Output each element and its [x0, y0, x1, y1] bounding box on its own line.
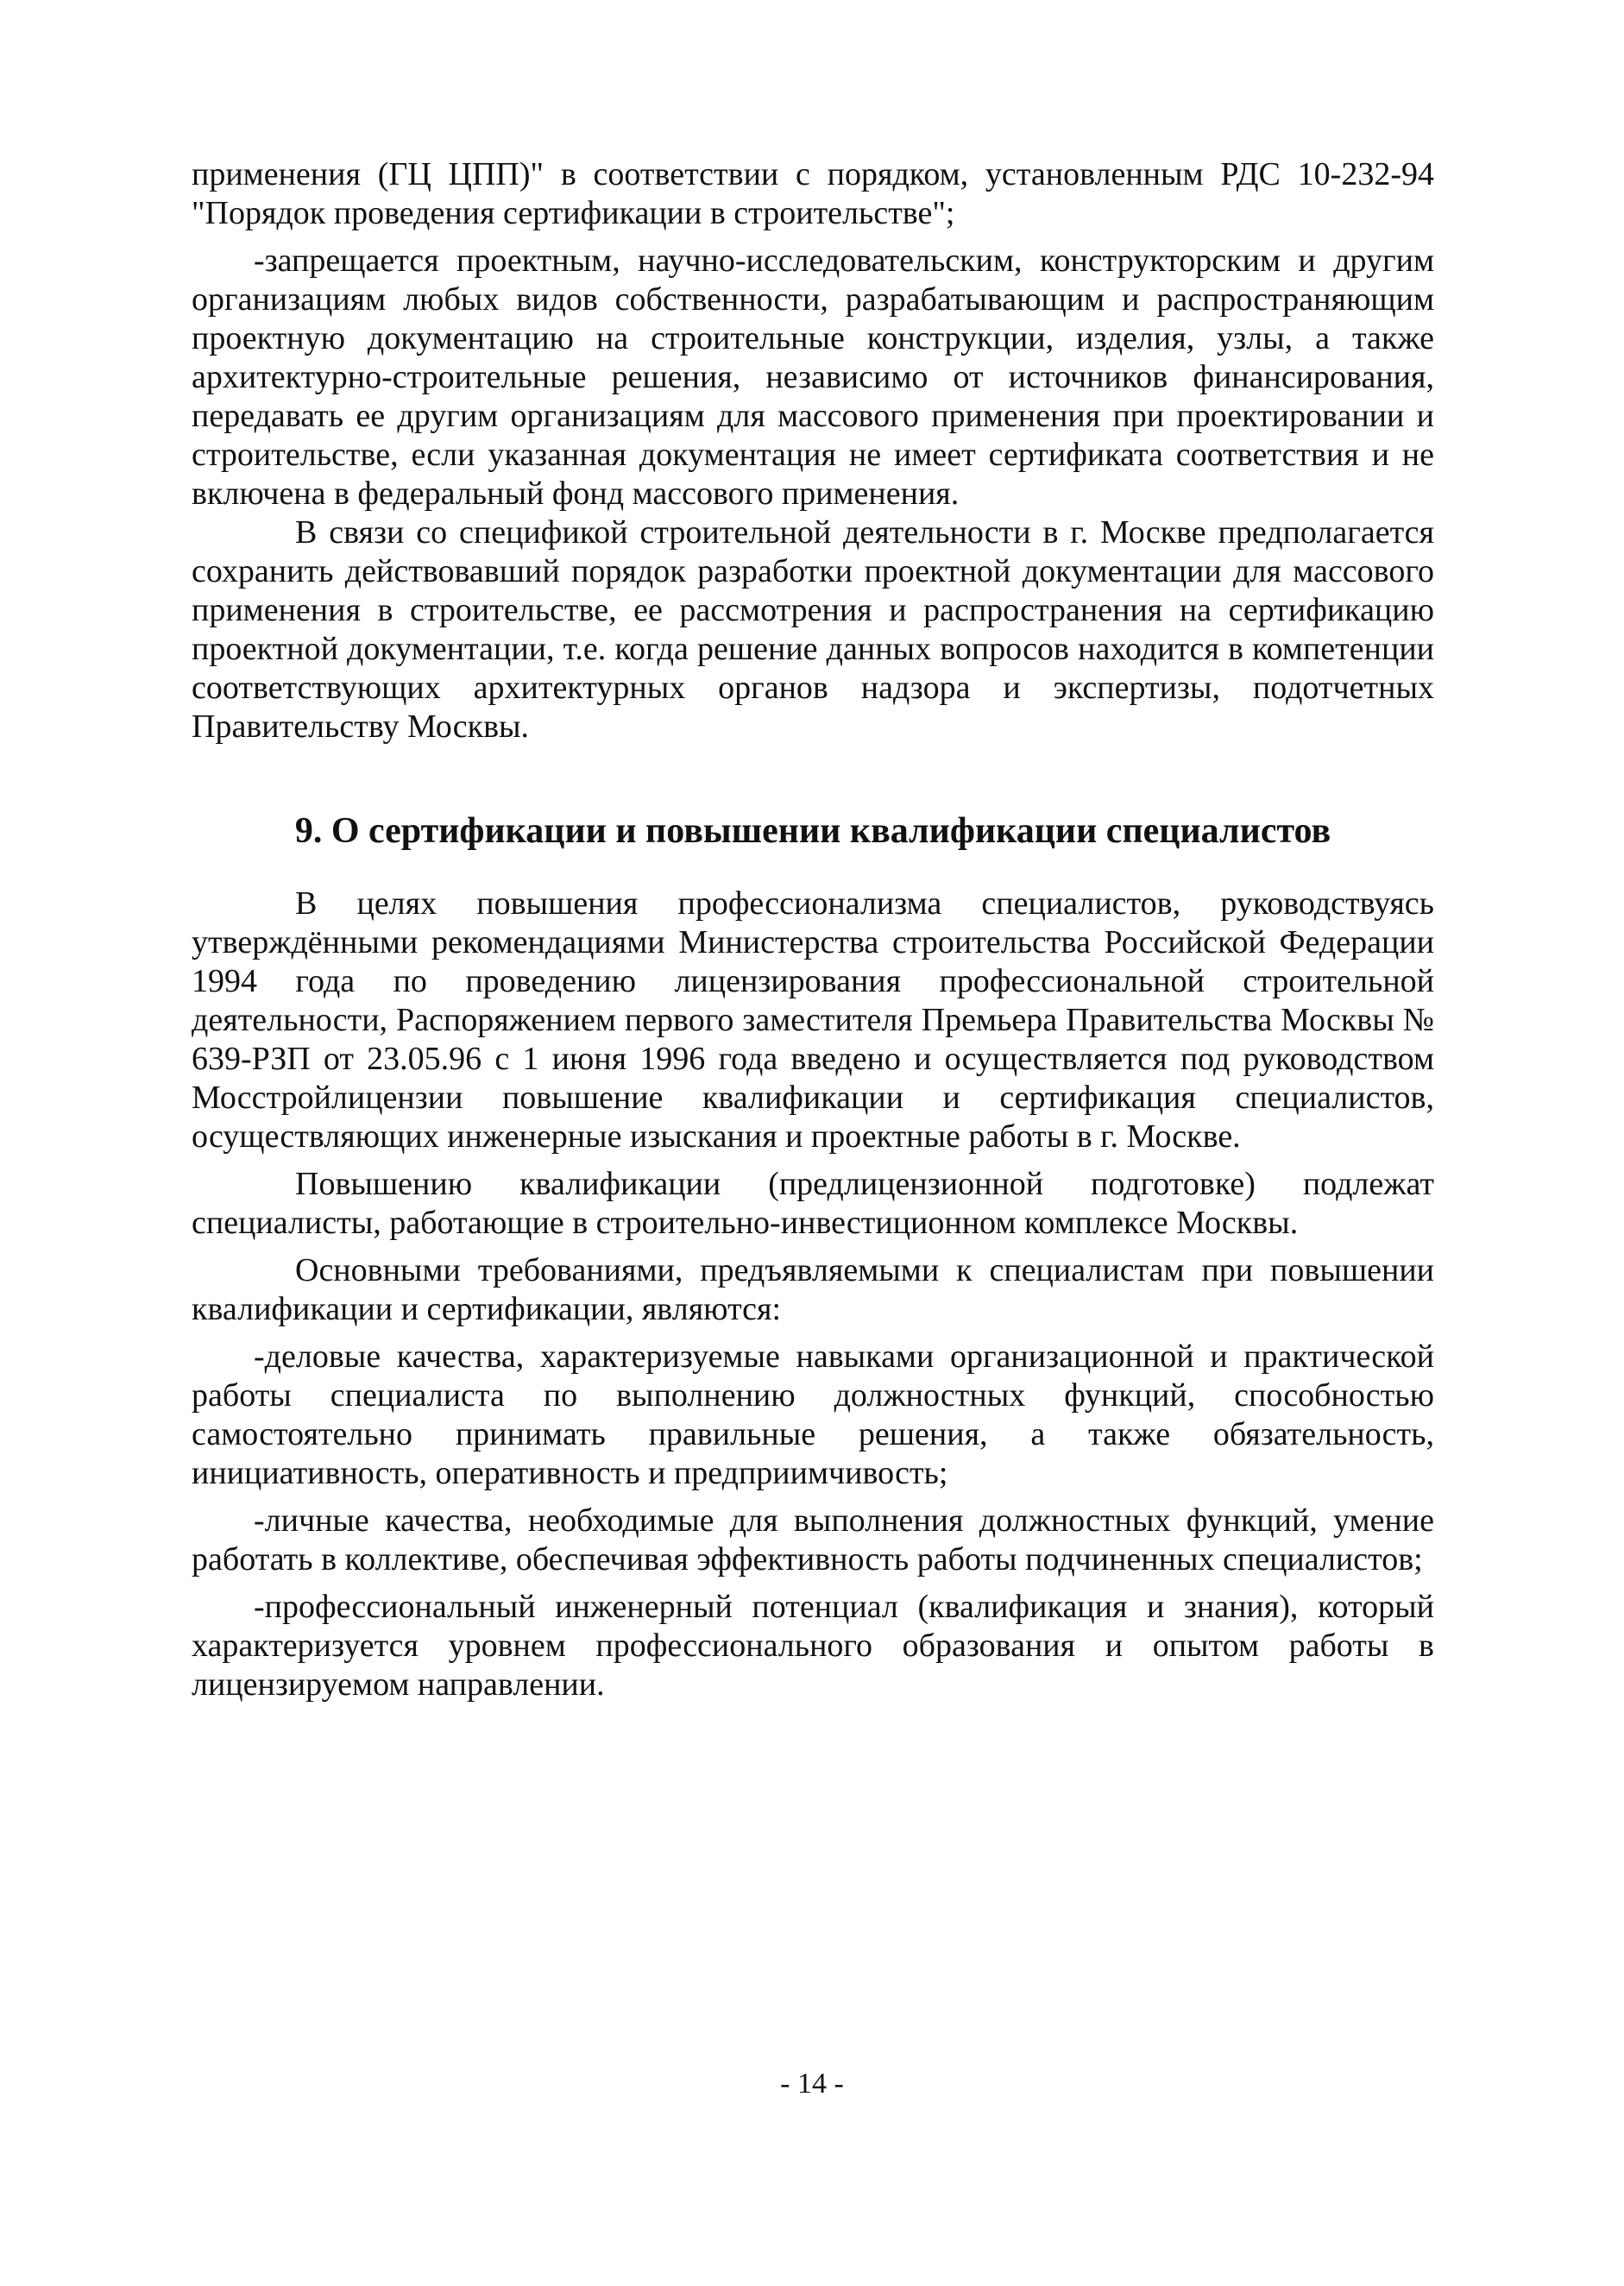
- paragraph-prohibition: -запрещается проектным, научно-исследовательским, конструкторским и другим организациям любых видов собственности, разрабатывающим и распространяющим проектную документацию на строительные конструкции, изделия, узлы, а также архитектурно-строительные решения, независимо от источников финансирования, передавать ее другим организациям для массового применения при проектировании и строительстве, если указанная документация не имеет сертификата соответствия и не включена в федеральный фонд массового применения.: [192, 242, 1434, 512]
- list-item-engineering-potential: -профессиональный инженерный потенциал (квалификация и знания), который характеризуется уровнем профессионального образования и опытом работы в лицензируемом направлении.: [192, 1589, 1434, 1703]
- page-number: - 14 -: [780, 2068, 844, 2100]
- list-item-business-qualities: -деловые качества, характеризуемые навыками организационной и практической работы специалиста по выполнению должностных функций, способностью самостоятельно принимать правильные решения, а также обязательность, инициативность, оперативность и предприимчивость;: [192, 1338, 1434, 1491]
- paragraph-qualification-subjects: Повышению квалификации (предлицензионной подготовке) подлежат специалисты, работающие в строительно-инвестиционном комплексе Москвы.: [192, 1166, 1434, 1241]
- section-heading: 9. О сертификации и повышении квалификации специалистов: [294, 811, 1331, 851]
- paragraph-requirements-intro: Основными требованиями, предъявляемыми к специалистам при повышении квалификации и сертификации, являются:: [192, 1252, 1434, 1327]
- document-page: [192, 155, 1434, 1704]
- paragraph-moscow-procedure: В связи со спецификой строительной деятельности в г. Москве предполагается сохранить действовавший порядок разработки проектной документации для массового применения в строительстве, ее рассмотрения и распространения на сертификацию проектной документации, т.е. когда решение данных вопросов находится в компетенции соответствующих архитектурных органов надзора и экспертизы, подотчетных Правительству Москвы.: [192, 514, 1434, 745]
- paragraph-continued: применения (ГЦ ЦПП)" в соответствии с порядком, установленным РДС 10-232-94 "Порядок проведения сертификации в строительстве";: [192, 156, 1434, 231]
- paragraph-professionalism: В целях повышения профессионализма специалистов, руководствуясь утверждёнными рекомендациями Министерства строительства Российской Федерации 1994 года по проведению лицензирования профессиональной строительной деятельности, Распоряжением первого заместителя Премьера Правительства Москвы № 639-РЗП от 23.05.96 с 1 июня 1996 года введено и осуществляется под руководством Мосстройлицензии повышение квалификации и сертификация специалистов, осуществляющих инженерные изыскания и проектные работы в г. Москве.: [192, 885, 1434, 1155]
- list-item-personal-qualities: -личные качества, необходимые для выполнения должностных функций, умение работать в коллективе, обеспечивая эффективность работы подчиненных специалистов;: [192, 1502, 1434, 1578]
